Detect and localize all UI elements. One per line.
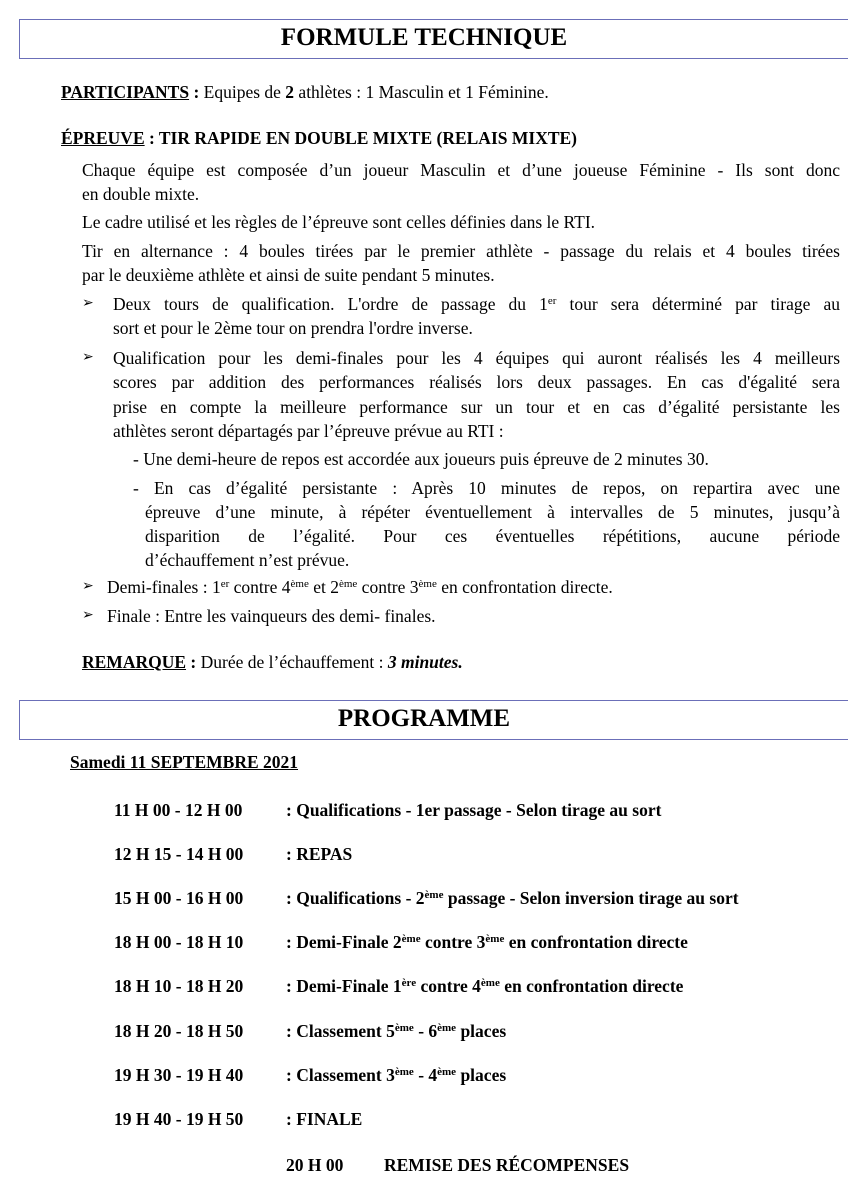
dash-item-2-line-3: disparition de l’égalité. Pour ces éventuelles répétitions, aucune période bbox=[145, 526, 840, 546]
bullet-2-line-2: scores par addition des performances réalisés lors deux passages. En cas d'égalité sera bbox=[113, 372, 840, 392]
row-time: 19 H 40 - 19 H 50 bbox=[114, 1109, 244, 1129]
formule-title: FORMULE TECHNIQUE bbox=[280, 24, 568, 51]
paragraph-2: Le cadre utilisé et les règles de l’épreuve sont celles définies dans le RTI. bbox=[82, 212, 596, 232]
dash-item-2-line-4: d’échauffement n’est prévue. bbox=[145, 550, 350, 570]
row-time: 18 H 00 - 18 H 10 bbox=[114, 932, 244, 952]
programme-date: Samedi 11 SEPTEMBRE 2021 bbox=[70, 752, 299, 772]
final-time: 20 H 00 bbox=[286, 1155, 344, 1175]
bullet-4: Finale : Entre les vainqueurs des demi- finales. bbox=[107, 606, 436, 626]
bullet-2-line-3: prise en compte la meilleure performance sur un tour et en cas d’égalité persistante les bbox=[113, 397, 840, 417]
row-desc: : REPAS bbox=[286, 844, 353, 864]
paragraph-3-line-2: par le deuxième athlète et ainsi de suite pendant 5 minutes. bbox=[82, 265, 495, 285]
participants-label: PARTICIPANTS bbox=[61, 82, 190, 102]
dash-item-2-line-1: - En cas d’égalité persistante : Après 10 minutes de repos, on repartira avec une bbox=[133, 478, 840, 498]
row-desc: : Qualifications - 2ème passage - Selon inversion tirage au sort bbox=[286, 888, 739, 908]
row-time: 15 H 00 - 16 H 00 bbox=[114, 888, 244, 908]
final-desc: REMISE DES RÉCOMPENSES bbox=[384, 1155, 630, 1175]
paragraph-1-line-1: Chaque équipe est composée d’un joueur Masculin et d’une joueuse Féminine - Ils sont donc bbox=[82, 160, 840, 180]
row-desc: : FINALE bbox=[286, 1109, 363, 1129]
row-time: 19 H 30 - 19 H 40 bbox=[114, 1065, 244, 1085]
bullet-arrow-icon: ➢ bbox=[82, 579, 94, 594]
row-desc: : Demi-Finale 2ème contre 3ème en confrontation directe bbox=[286, 932, 688, 952]
paragraph-3-line-1: Tir en alternance : 4 boules tirées par le premier athlète - passage du relais et 4 boules tirées bbox=[82, 241, 840, 261]
remarque-line: REMARQUE : Durée de l’échauffement : 3 minutes. bbox=[82, 652, 463, 672]
row-desc: : Qualifications - 1er passage - Selon tirage au sort bbox=[286, 800, 662, 820]
epreuve-label: ÉPREUVE bbox=[61, 128, 145, 148]
bullet-1-line-2: sort et pour le 2ème tour on prendra l'ordre inverse. bbox=[113, 318, 473, 338]
row-time: 11 H 00 - 12 H 00 bbox=[114, 800, 243, 820]
bullet-arrow-icon: ➢ bbox=[82, 350, 94, 365]
bullet-arrow-icon: ➢ bbox=[82, 296, 94, 311]
bullet-2-line-4: athlètes seront départagés par l’épreuve prévue au RTI : bbox=[113, 421, 504, 441]
paragraph-1-line-2: en double mixte. bbox=[82, 184, 200, 204]
row-desc: : Demi-Finale 1ère contre 4ème en confrontation directe bbox=[286, 976, 684, 996]
row-time: 18 H 20 - 18 H 50 bbox=[114, 1021, 244, 1041]
row-desc: : Classement 5ème - 6ème places bbox=[286, 1021, 507, 1041]
bullet-arrow-icon: ➢ bbox=[82, 608, 94, 623]
remarque-label: REMARQUE bbox=[82, 652, 187, 672]
row-time: 18 H 10 - 18 H 20 bbox=[114, 976, 244, 996]
epreuve-heading: ÉPREUVE : TIR RAPIDE EN DOUBLE MIXTE (RELAIS MIXTE) bbox=[61, 128, 577, 148]
dash-item-2-line-2: épreuve d’une minute, à répéter éventuellement à intervalles de 5 minutes, jusqu’à bbox=[145, 502, 840, 522]
bullet-3: Demi-finales : 1er contre 4ème et 2ème contre 3ème en confrontation directe. bbox=[107, 577, 613, 597]
participants-line: PARTICIPANTS : Equipes de 2 athlètes : 1 Masculin et 1 Féminine. bbox=[61, 82, 549, 102]
row-desc: : Classement 3ème - 4ème places bbox=[286, 1065, 507, 1085]
programme-title: PROGRAMME bbox=[337, 705, 511, 732]
bullet-1-line-1: Deux tours de qualification. L'ordre de passage du 1er tour sera déterminé par tirage au bbox=[113, 294, 840, 314]
dash-item-1: - Une demi-heure de repos est accordée aux joueurs puis épreuve de 2 minutes 30. bbox=[133, 449, 709, 469]
row-time: 12 H 15 - 14 H 00 bbox=[114, 844, 244, 864]
bullet-2-line-1: Qualification pour les demi-finales pour les 4 équipes qui auront réalisés les 4 meilleurs bbox=[113, 348, 840, 368]
remarque-value: 3 minutes. bbox=[387, 652, 463, 672]
